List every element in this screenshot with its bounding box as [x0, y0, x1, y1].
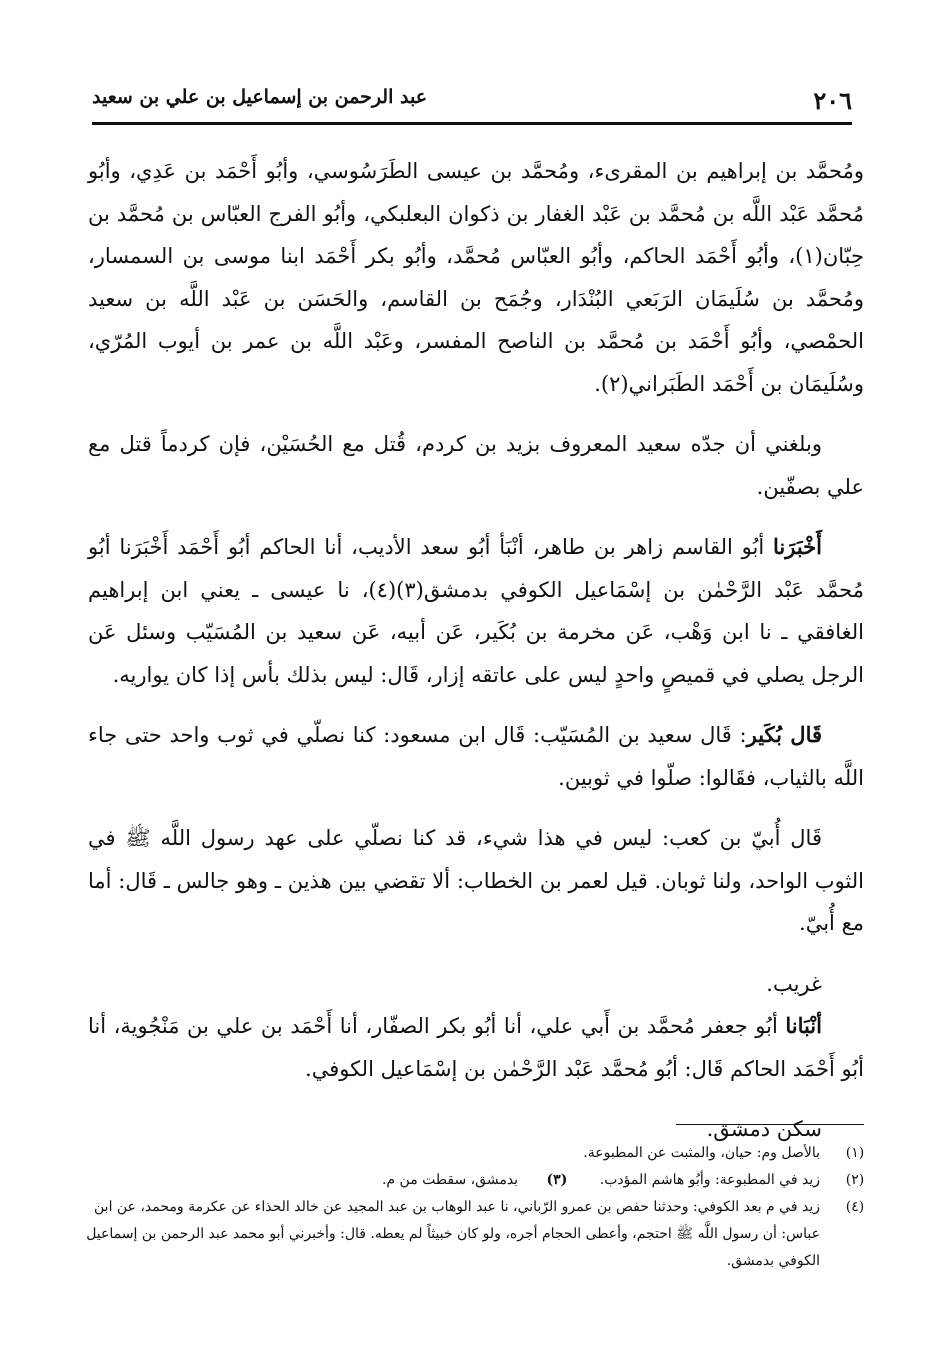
- page-header: [92, 82, 852, 125]
- keyword-qal-bukayr: قَال بُكَير: [746, 722, 822, 747]
- paragraph-grandfather-note: وبلغني أن جدّه سعيد المعروف بزيد بن كردم، قُتل مع الحُسَيْن، فإن كردماً قتل مع علي بصفّين.: [88, 432, 864, 499]
- paragraph-ubayy-quote: قَال أُبيّ بن كعب: ليس في هذا شيء، قد كنا نصلّي على عهد رسول اللَّه ﷺ في الثوب الواحد، ولنا ثوبان. قيل لعمر بن الخطاب: ألا تقضي بين هذين ـ وهو جالس ـ قَال: أما مع أُبيّ.: [88, 826, 864, 935]
- footnote-number: (٣): [546, 1172, 568, 1188]
- paragraph-narrators-list: ومُحمَّد بن إبراهيم بن المقرىء، ومُحمَّد بن عيسى الطَرَسُوسي، وأبُو أَحْمَد بن عَدِي، وأبُو مُحمَّد عَبْد اللَّه بن مُحمَّد بن عَبْد الغفار بن ذكوان البعلبكي، وأبُو الفرج العبّاس بن مُحمَّد بن حِبّان(١)، وأبُو أَحْمَد الحاكم، وأبُو العبّاس مُحمَّد، وأبُو بكر أَحْمَد ابنا موسى بن السمسار، ومُحمَّد بن سُلَيمَان الرَبَعي البُنْدَار، وجُمَح بن القاسم، والحَسَن بن عَبْد اللَّه بن سعيد الحمْصي، وأبُو أَحْمَد بن مُحمَّد بن الناصح المفسر، وعَبْد اللَّه بن عمر بن أيوب المُرّي، وسُلَيمَان بن أَحْمَد الطَبَراني(٢).: [88, 159, 864, 396]
- footnotes: [70, 1140, 878, 1275]
- running-title: عبد الرحمن بن إسماعيل بن علي بن سعيد: [92, 86, 428, 108]
- paragraph-gharib: غريب.: [766, 971, 822, 996]
- footnote-text: زيد في م بعد الكوفي: وحدثنا حفص بن عمرو الرّباني، نا عبد الوهاب بن عبد المجيد عن خالد الحذاء عن عكرمة ومحمد، عن ابن عباس: أن رسول اللَّه ﷺ احتجم، وأعطى الحجام أجره، ولو كان خبيثاً لم يعطه. قال: وأخبرني أبو محمد عبد الرحمن بن إسماعيل الكوفي بدمشق.: [86, 1199, 820, 1269]
- paragraph-hadith-isnad: [88, 526, 864, 696]
- paragraph-second-isnad: [88, 1005, 864, 1090]
- footnote-4: [70, 1194, 878, 1275]
- footnote-number: (١): [845, 1145, 865, 1161]
- footnote-text: زيد في المطبوعة: وأبُو هاشم المؤدب.: [599, 1172, 820, 1188]
- footnote-divider: [676, 1124, 864, 1125]
- isnad-text: أبُو القاسم زاهر بن طاهر، أنْبَأ أبُو سعد الأديب، أنا الحاكم أبُو أَحْمَد أَخْبَرَنا أبُو مُحمَّد عَبْد الرَّحْمٰن بن إسْمَاعيل الكوفي بدمشق(٣)(٤)، نا عيسى ـ يعني ابن إبراهيم الغافقي ـ نا ابن وَهْب، عَن مخرمة بن بُكَير، عَن أبيه، عَن سعيد بن المُسَيّب وسئل عَن الرجل يصلي في قميصٍ واحدٍ ليس على عاتقه إزار، قَال: ليس بذلك بأس إذا كان يواريه.: [88, 535, 864, 687]
- paragraph-bukayr-quote: [88, 714, 864, 799]
- second-isnad-text: أبُو جعفر مُحمَّد بن أَبي علي، أنا أبُو بكر الصفّار، أنا أَحْمَد بن علي بن مَنْجُوية، أنا أبُو أَحْمَد الحاكم قَال: أبُو مُحمَّد عَبْد الرَّحْمٰن بن إسْمَاعيل الكوفي.: [88, 1014, 864, 1081]
- footnote-number: (٤): [845, 1199, 865, 1215]
- isnad-keyword-akhbarana: أَخْبَرَنا: [773, 534, 822, 559]
- isnad-keyword-anbana: أنْبَانا: [785, 1013, 822, 1038]
- paragraph-residence: سكن دمشق.: [706, 1117, 822, 1141]
- footnote-text: بدمشق، سقطت من م.: [381, 1172, 519, 1188]
- footnote-1: [70, 1140, 878, 1167]
- page-number: ٢٠٦: [813, 86, 852, 115]
- bukayr-quote-text: : قَال سعيد بن المُسَيّب: قَال ابن مسعود: كنا نصلّي في ثوب واحد حتى جاء اللَّه بالثياب، فقَالوا: صلّوا في ثوبين.: [88, 723, 864, 790]
- main-text: [88, 150, 864, 1151]
- footnote-text: بالأصل وم: حيان، والمثبت عن المطبوعة.: [583, 1145, 820, 1161]
- footnote-number: (٢): [845, 1172, 865, 1188]
- footnote-2-and-3: [70, 1167, 878, 1194]
